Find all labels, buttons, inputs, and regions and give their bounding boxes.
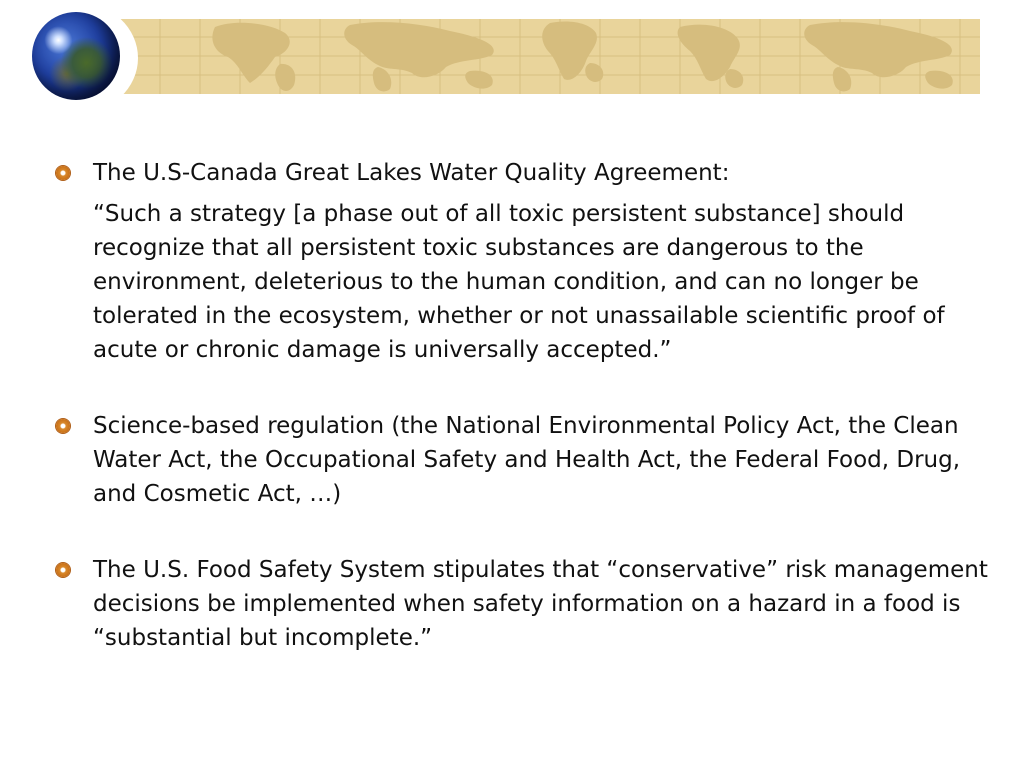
bullet-text: The U.S. Food Safety System stipulates that “conservative” risk management decisions be implemented when safety information on a hazard in a food is “substantial but incomplete.”	[93, 557, 988, 651]
orange-circle-bullet-icon	[56, 419, 70, 433]
orange-circle-bullet-icon	[56, 563, 70, 577]
globe-icon	[32, 12, 120, 100]
bullet-text: The U.S-Canada Great Lakes Water Quality Agreement:	[93, 160, 730, 186]
bullet-item-great-lakes	[52, 156, 1002, 367]
quote-text: “Such a strategy [a phase out of all toxic persistent substance] should recognize that all persistent toxic substances are dangerous to the environment, deleterious to the human condition, and can no longer be tolerated in the ecosystem, whether or not unassailable scientific proof of acute or chronic damage is universally accepted.”	[93, 201, 945, 363]
world-map-banner	[120, 19, 980, 94]
world-map-graphic	[120, 19, 980, 94]
bullet-text: Science-based regulation (the National Environmental Policy Act, the Clean Water Act, the Occupational Safety and Health Act, the Federal Food, Drug, and Cosmetic Act, …)	[93, 413, 961, 507]
orange-circle-bullet-icon	[56, 166, 70, 180]
bullet-list	[52, 156, 1002, 655]
bullet-item-science-based-regulation	[52, 409, 1002, 511]
bullet-item-food-safety-system	[52, 553, 1002, 655]
